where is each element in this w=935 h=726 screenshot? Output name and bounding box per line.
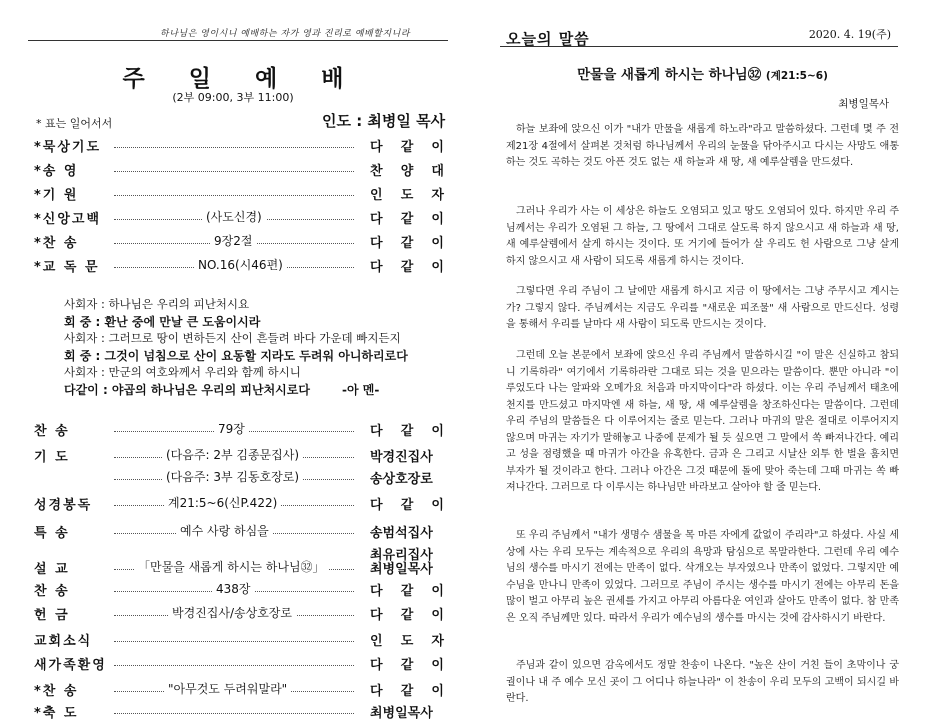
order-row <box>34 702 444 722</box>
dot-leader <box>114 665 354 666</box>
responsive-text: 사회자 : 그러므로 땅이 변하든지 산이 흔들려 바다 가운데 빠지든지 <box>64 331 401 345</box>
order-row <box>34 160 444 180</box>
responsive-line <box>64 347 444 364</box>
order-label: 새가족환영 <box>34 658 107 673</box>
order-row <box>34 136 444 156</box>
dot-leader <box>114 641 354 642</box>
sermon-paragraph: 그런데 오늘 본문에서 보좌에 앉으신 우리 주님께서 말씀하시길 "이 말은 신실하고 참되니 기록하라" 여기에서 기록하라란 그대로 되는 것을 믿으라는 말씀이다. 뿐만 아니라 "이루었도다 나는 알파와 오메가요 처음과 마지막이다"라 하셨다. 이는 우리 주님께서 태초에 천지를 만드셨고 마지막엔 새 하늘, 새 땅, 새 예루살렘을 창조하신다는 말씀이다. 그런데 우리 주님의 말씀들은 다 이루어지는 줄로 믿는다. 그러나 마귀의 말은 절대로 이루어지지 않으며 마귀는 자기가 말해놓고 나중에 문제가 될 듯 싶으면 그 말에서 쏙 빠져나간다. 예리고 성을 점령했을 때 마귀가 아간을 유혹한다. 금과 은 그리고 시날산 외투 한 벌을 훔치면 부자가 될 것이라고 한다. 그러나 아간은 그것 때문에 돌에 맞아 죽는데 그때 마귀는 쏙 빠져나간다. 그러므로 다 이루시는 하나님만 바라보고 살아야 할 줄 믿는다. <box>506 350 899 493</box>
order-label: 찬 송 <box>34 424 70 439</box>
responsive-line <box>64 364 444 380</box>
order-detail: NO.16(시46편) <box>194 256 287 273</box>
order-person: 최병일목사 <box>370 706 433 721</box>
order-label: 기 도 <box>34 450 70 465</box>
divider <box>28 40 448 41</box>
header-title: 오늘의 말씀 <box>506 30 590 48</box>
amen: -아 멘- <box>342 383 380 397</box>
dot-leader <box>114 171 354 172</box>
divider <box>500 46 898 47</box>
order-person: 다 같 이 <box>370 212 444 227</box>
sermon-paragraph: 그렇다면 우리 주님이 그 날에만 새롭게 하시고 지금 이 땅에서는 그냥 주무시고 계시는가? 그렇지 않다. 주님께서는 지금도 우리를 "새로운 피조물" 새 사람으로 만드신다. 성령을 통해서 우리를 날마다 새 사람이 되도록 만드시는 것이다. <box>506 286 899 330</box>
order-label: 성경봉독 <box>34 498 93 513</box>
order-person: 송범석집사 <box>370 526 433 541</box>
order-label: 설 교 <box>34 562 70 577</box>
sermon-paragraph: 또 우리 주님께서 "내가 생명수 샘물을 목 마른 자에게 값없이 주리라"고 하셨다. 사실 세상에 사는 우리 모두는 계속적으로 우리의 욕망과 탐심으로 목말라한다. 그런데 우리 예수님의 생수를 마시기 전에는 만족이 없다. 삭개오는 부자였으나 만족이 없었다. 그렇지만 예수님을 만나니 만족이 있었다. 그러므로 주님이 주시는 생수를 마시기 전에는 아무리 돈을 많이 벌고 아무리 높은 권세를 가지고 아무리 아름다운 여인과 살아도 만족이 없다. 참 만족은 오직 주님께만 있다. 따라서 우리가 예수님의 생수를 마시는 것에 감사하시기 바란다. <box>506 530 899 624</box>
dot-leader <box>114 713 354 714</box>
order-row <box>34 580 444 600</box>
order-person: 다 같 이 <box>370 584 444 599</box>
order-person: 다 같 이 <box>370 608 444 623</box>
order-person: 다 같 이 <box>370 498 444 513</box>
responsive-line <box>64 381 444 398</box>
order-label: 교회소식 <box>34 634 93 649</box>
responsive-text: 다같이 : 야곱의 하나님은 우리의 피난처시로다 <box>64 383 310 397</box>
order-person: 다 같 이 <box>370 424 444 439</box>
order-detail: (다음주: 2부 김종문집사) <box>162 446 303 463</box>
order-person: 다 같 이 <box>370 236 444 251</box>
order-detail: 438장 <box>212 580 255 597</box>
sermon-reference: (계21:5~6) <box>765 70 828 82</box>
responsive-text: 회 중 : 환난 중에 만날 큰 도움이시라 <box>64 315 261 329</box>
responsive-text: 사회자 : 만군의 여호와께서 우리와 함께 하시니 <box>64 365 301 379</box>
order-person: 송상호장로 <box>370 472 433 487</box>
order-label: *기 원 <box>34 188 79 203</box>
order-detail: (사도신경) <box>202 208 266 225</box>
leader: 인도 : 최병일 목사 <box>322 112 446 130</box>
order-detail: "아무것도 두려워말라" <box>164 680 291 697</box>
order-person: 최유리집사 <box>370 548 433 563</box>
order-row <box>34 232 444 252</box>
responsive-text: 사회자 : 하나님은 우리의 피난처시요 <box>64 297 250 311</box>
order-row <box>34 446 444 466</box>
order-row <box>34 654 444 674</box>
order-detail: (다음주: 3부 김동호장로) <box>162 468 303 485</box>
order-label: *찬 송 <box>34 684 79 699</box>
order-row <box>34 468 444 488</box>
order-row <box>34 208 444 228</box>
order-detail: 박경진집사/송상호장로 <box>168 604 296 621</box>
left-page <box>0 0 466 726</box>
order-label: *신앙고백 <box>34 212 102 227</box>
order-label: *묵상기도 <box>34 140 102 155</box>
order-label: 찬 송 <box>34 584 70 599</box>
responsive-text: 회 중 : 그것이 넘침으로 산이 요동할 지라도 두려워 아니하리로다 <box>64 349 408 363</box>
service-time: (2부 09:00, 3부 11:00) <box>172 91 294 104</box>
order-row <box>34 256 444 276</box>
motto: 하나님은 영이시니 예배하는 자가 영과 진리로 예배할지니라 <box>160 29 411 39</box>
responsive-line <box>64 330 444 346</box>
order-person: 인 도 자 <box>370 188 444 203</box>
order-label: *송 영 <box>34 164 79 179</box>
order-label: *찬 송 <box>34 236 79 251</box>
sermon-paragraph: 하늘 보좌에 앉으신 이가 "내가 만물을 새롭게 하노라"라고 말씀하셨다. 그런데 몇 주 전 제21장 4절에서 살펴본 것처럼 하나님께서 우리의 눈물을 닦아주시고 다시는 사망도 애통하는 것도 곡하는 것도 아픈 것도 없는 새 하늘과 새 땅, 새 예루살렘을 만드셨다. <box>506 124 899 168</box>
sermon-paragraph: 그러나 우리가 사는 이 세상은 하늘도 오염되고 있고 땅도 오염되어 있다. 하지만 우리 주님께서는 우리가 오염된 그 하늘, 그 땅에서 그대로 살도록 하지 않으시고 새 하늘과 새 땅, 새 예루살렘에서 살게 하시는 것이다. 또 거기에 들어가 살 우리도 헌 사람으로 그냥 살게 하지 않으시고 새 사람이 되도록 새롭게 하시는 것이다. <box>506 206 899 267</box>
order-label: 특 송 <box>34 526 70 541</box>
order-person: 다 같 이 <box>370 140 444 155</box>
order-row <box>34 522 444 542</box>
responsive-line <box>64 313 444 330</box>
order-detail: 예수 사랑 하심을 <box>176 522 273 539</box>
order-row <box>34 184 444 204</box>
preacher: 최병일목사 <box>838 98 889 110</box>
service-title: 주 일 예 배 <box>122 65 362 92</box>
order-detail: 계21:5~6(신P.422) <box>164 494 281 511</box>
dot-leader <box>114 195 354 196</box>
order-row <box>34 630 444 650</box>
sermon-paragraph: 주님과 같이 있으면 감옥에서도 정말 찬송이 나온다. "높은 산이 거친 들이 초막이나 궁궐이나 내 주 예수 모신 곳이 그 어디나 하늘나라" 이 찬송이 우리 모두의 고백이 되시길 바란다. <box>506 660 899 704</box>
order-person: 다 같 이 <box>370 260 444 275</box>
date: 2020. 4. 19(주) <box>808 28 891 41</box>
right-page <box>470 0 935 726</box>
order-detail: 9장2절 <box>210 232 256 249</box>
sermon-title <box>470 63 935 83</box>
order-row <box>34 494 444 514</box>
order-detail: 「만물을 새롭게 하시는 하나님㉜」 <box>134 558 329 575</box>
order-row <box>34 680 444 700</box>
order-person: 인 도 자 <box>370 634 444 649</box>
order-person: 최병일목사 <box>370 562 433 577</box>
order-person: 다 같 이 <box>370 684 444 699</box>
order-row <box>34 420 444 440</box>
order-label: 헌 금 <box>34 608 70 623</box>
stand-note: * 표는 일어서서 <box>36 117 113 130</box>
order-label: *교 독 문 <box>34 260 100 275</box>
order-label: *축 도 <box>34 706 79 721</box>
order-row <box>34 558 444 578</box>
responsive-line <box>64 296 444 312</box>
order-detail: 79장 <box>214 420 249 437</box>
order-person: 다 같 이 <box>370 658 444 673</box>
dot-leader <box>114 147 354 148</box>
order-row <box>34 604 444 624</box>
sermon-title-text: 만물을 새롭게 하시는 하나님㉜ <box>577 67 762 83</box>
order-person: 박경진집사 <box>370 450 433 465</box>
order-person: 찬 양 대 <box>370 164 444 179</box>
